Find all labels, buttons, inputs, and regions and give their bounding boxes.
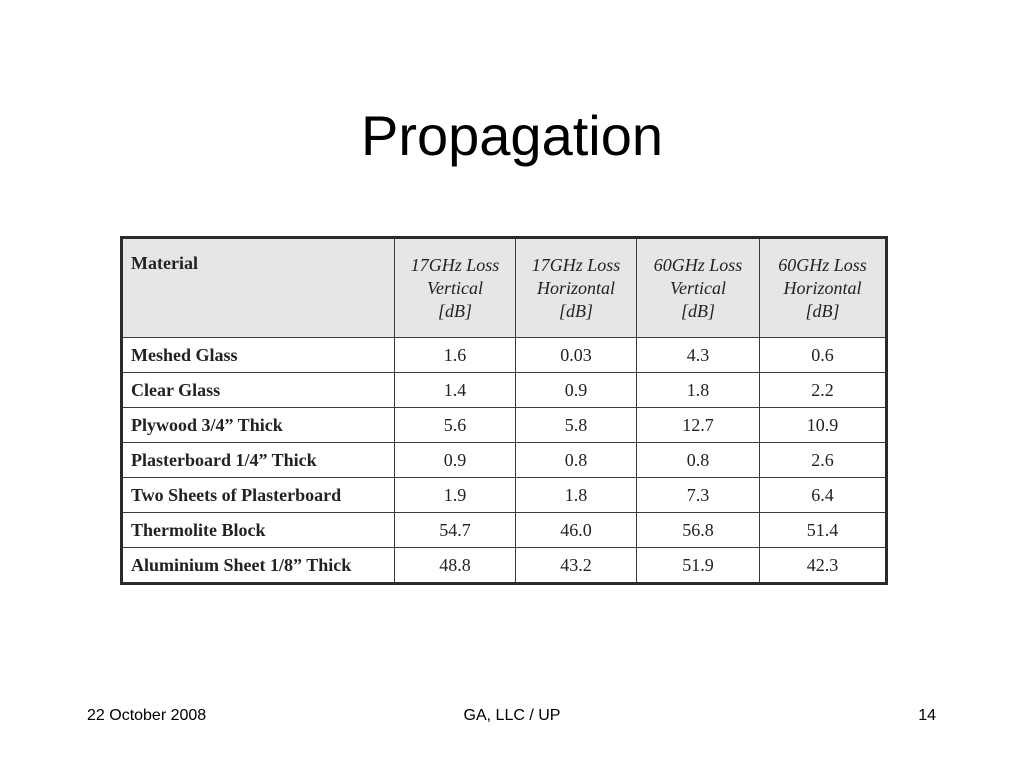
value-cell: 1.8	[516, 478, 637, 513]
footer-organization: GA, LLC / UP	[463, 707, 561, 724]
material-cell: Clear Glass	[122, 373, 395, 408]
header-line: Horizontal	[783, 277, 862, 298]
material-cell: Meshed Glass	[122, 338, 395, 373]
table-row	[122, 408, 887, 443]
value-cell: 1.6	[395, 338, 516, 373]
header-line: [dB]	[805, 300, 840, 321]
material-cell: Plasterboard 1/4” Thick	[122, 443, 395, 478]
value-cell: 7.3	[637, 478, 760, 513]
value-cell: 1.8	[637, 373, 760, 408]
header-line: [dB]	[437, 300, 472, 321]
table-row	[122, 338, 887, 373]
header-line: Vertical	[427, 277, 483, 298]
header-line: [dB]	[680, 300, 715, 321]
material-cell: Two Sheets of Plasterboard	[122, 478, 395, 513]
table-row	[122, 373, 887, 408]
value-cell: 1.4	[395, 373, 516, 408]
value-cell: 5.8	[516, 408, 637, 443]
value-cell: 0.9	[516, 373, 637, 408]
value-cell: 10.9	[760, 408, 887, 443]
header-line: 17GHz Loss	[531, 254, 621, 275]
header-line: 60GHz Loss	[653, 254, 743, 275]
value-cell: 43.2	[516, 548, 637, 584]
value-cell: 54.7	[395, 513, 516, 548]
header-17ghz-horizontal	[516, 238, 637, 338]
header-60ghz-vertical	[637, 238, 760, 338]
value-cell: 51.4	[760, 513, 887, 548]
material-loss-table	[120, 236, 888, 585]
footer-date: 22 October 2008	[87, 707, 207, 724]
header-line: Horizontal	[536, 277, 615, 298]
value-cell: 0.8	[516, 443, 637, 478]
value-cell: 46.0	[516, 513, 637, 548]
footer-page-number: 14	[918, 707, 936, 724]
material-cell: Thermolite Block	[122, 513, 395, 548]
header-line: 17GHz Loss	[410, 254, 500, 275]
header-line: Vertical	[670, 277, 726, 298]
table-header-row	[122, 238, 887, 338]
value-cell: 4.3	[637, 338, 760, 373]
value-cell: 48.8	[395, 548, 516, 584]
value-cell: 0.8	[637, 443, 760, 478]
value-cell: 51.9	[637, 548, 760, 584]
value-cell: 42.3	[760, 548, 887, 584]
value-cell: 5.6	[395, 408, 516, 443]
value-cell: 2.2	[760, 373, 887, 408]
value-cell: 2.6	[760, 443, 887, 478]
table-row	[122, 548, 887, 584]
value-cell: 0.6	[760, 338, 887, 373]
header-material	[122, 238, 395, 338]
header-60ghz-horizontal	[760, 238, 887, 338]
table-row	[122, 443, 887, 478]
slide-title: Propagation	[360, 104, 663, 167]
header-line: 60GHz Loss	[778, 254, 867, 275]
table-image	[120, 236, 885, 575]
value-cell: 56.8	[637, 513, 760, 548]
table-row	[122, 478, 887, 513]
material-cell: Plywood 3/4” Thick	[122, 408, 395, 443]
header-17ghz-vertical	[395, 238, 516, 338]
value-cell: 6.4	[760, 478, 887, 513]
value-cell: 12.7	[637, 408, 760, 443]
header-line: [dB]	[558, 300, 593, 321]
material-cell: Aluminium Sheet 1/8” Thick	[122, 548, 395, 584]
header-material-label: Material	[131, 253, 198, 273]
value-cell: 0.03	[516, 338, 637, 373]
table-row	[122, 513, 887, 548]
value-cell: 1.9	[395, 478, 516, 513]
value-cell: 0.9	[395, 443, 516, 478]
